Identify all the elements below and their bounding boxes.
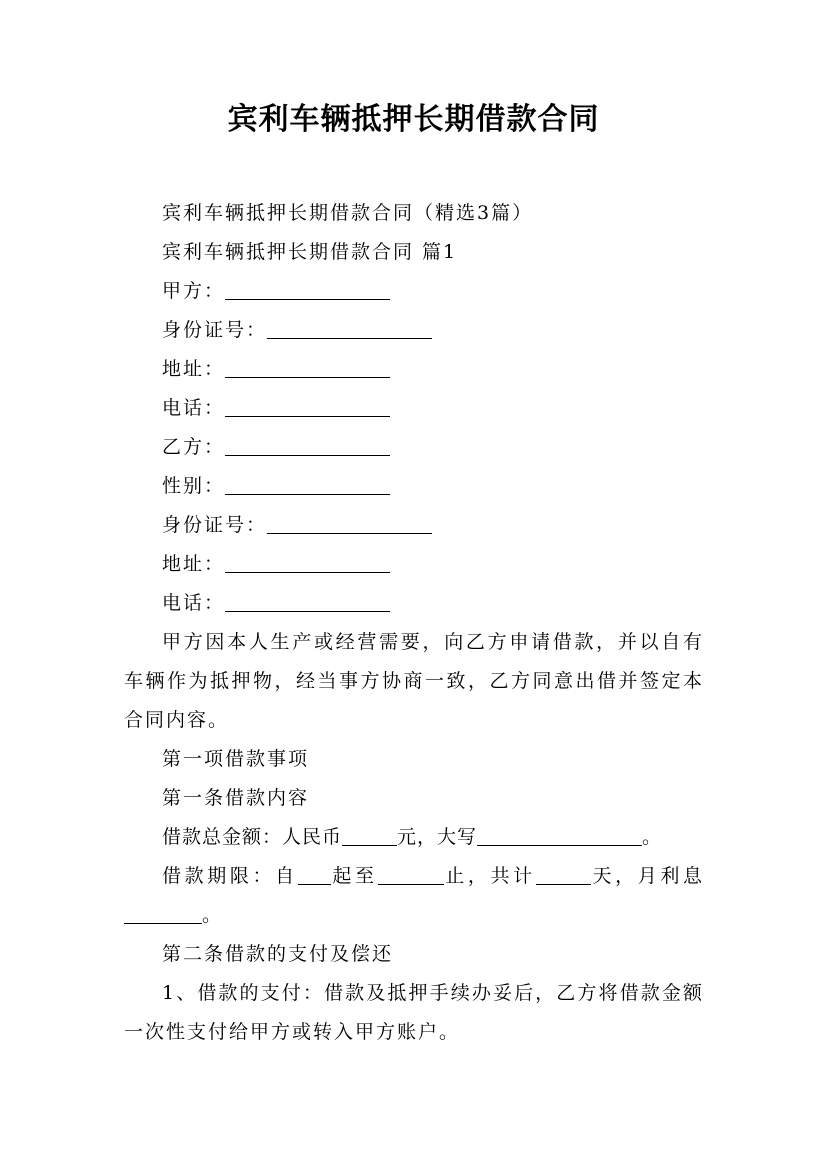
party-a-address-blank xyxy=(225,357,390,378)
document-title: 宾利车辆抵押长期借款合同 xyxy=(227,102,600,137)
party-b-phone-label: 电话： xyxy=(162,592,226,614)
loan-amount-label: 借款总金额：人民币 xyxy=(162,826,343,848)
loan-term-until: 止，共计 xyxy=(443,865,536,887)
party-a-phone-blank xyxy=(225,396,390,417)
party-a-phone-label: 电话： xyxy=(162,397,226,419)
party-a-phone-row xyxy=(124,389,704,428)
party-b-name-blank xyxy=(225,435,390,456)
clause-heading-1: 第一条借款内容 xyxy=(162,787,310,809)
preamble-paragraph: 甲方因本人生产或经营需要，向乙方申请借款，并以自有车辆作为抵押物，经当事方协商一致，乙方同意出借并签定本合同内容。 xyxy=(124,631,704,731)
loan-amount-end: 。 xyxy=(642,826,663,848)
party-b-phone-row xyxy=(124,584,704,623)
party-b-id-row xyxy=(124,506,704,545)
party-a-address-label: 地址： xyxy=(162,358,226,380)
party-b-phone-blank xyxy=(225,591,390,612)
loan-amount-words-blank xyxy=(477,825,642,846)
loan-term-days-blank xyxy=(536,864,591,885)
loan-term-label: 借款期限：自 xyxy=(162,865,298,887)
party-b-id-label: 身份证号： xyxy=(162,514,268,536)
intro-line: 宾利车辆抵押长期借款合同（精选3篇） xyxy=(162,202,534,224)
party-a-address-row xyxy=(124,350,704,389)
party-b-gender-blank xyxy=(225,474,390,495)
loan-term-to: 起至 xyxy=(330,865,378,887)
party-b-gender-row xyxy=(124,467,704,506)
loan-term-interest-blank xyxy=(124,903,202,924)
loan-amount-row xyxy=(124,818,704,857)
payment-paragraph: 1、借款的支付：借款及抵押手续办妥后，乙方将借款金额一次性支付给甲方或转入甲方账户。 xyxy=(124,982,704,1043)
party-b-address-row xyxy=(124,545,704,584)
party-a-id-row xyxy=(124,311,704,350)
loan-term-days: 天，月利息 xyxy=(590,865,704,887)
party-a-id-label: 身份证号： xyxy=(162,319,268,341)
loan-term-row xyxy=(124,857,704,935)
document-body xyxy=(124,194,704,1052)
party-b-address-blank xyxy=(225,552,390,573)
loan-term-end: 。 xyxy=(202,904,224,926)
party-b-name-row xyxy=(124,428,704,467)
clause-heading-2: 第二条借款的支付及偿还 xyxy=(162,943,394,965)
loan-amount-unit: 元，大写 xyxy=(397,826,478,848)
party-b-address-label: 地址： xyxy=(162,553,226,575)
party-b-gender-label: 性别： xyxy=(162,475,226,497)
section-heading: 第一项借款事项 xyxy=(162,748,310,770)
article-heading: 宾利车辆抵押长期借款合同 篇1 xyxy=(162,241,458,263)
loan-term-start-blank xyxy=(298,864,331,885)
party-a-name-row xyxy=(124,272,704,311)
party-a-name-blank xyxy=(225,279,390,300)
loan-amount-blank xyxy=(342,825,397,846)
party-a-id-blank xyxy=(267,318,432,339)
party-a-name-label: 甲方： xyxy=(162,280,226,302)
loan-term-end-blank xyxy=(378,864,444,885)
party-b-name-label: 乙方： xyxy=(162,436,226,458)
party-b-id-blank xyxy=(267,513,432,534)
